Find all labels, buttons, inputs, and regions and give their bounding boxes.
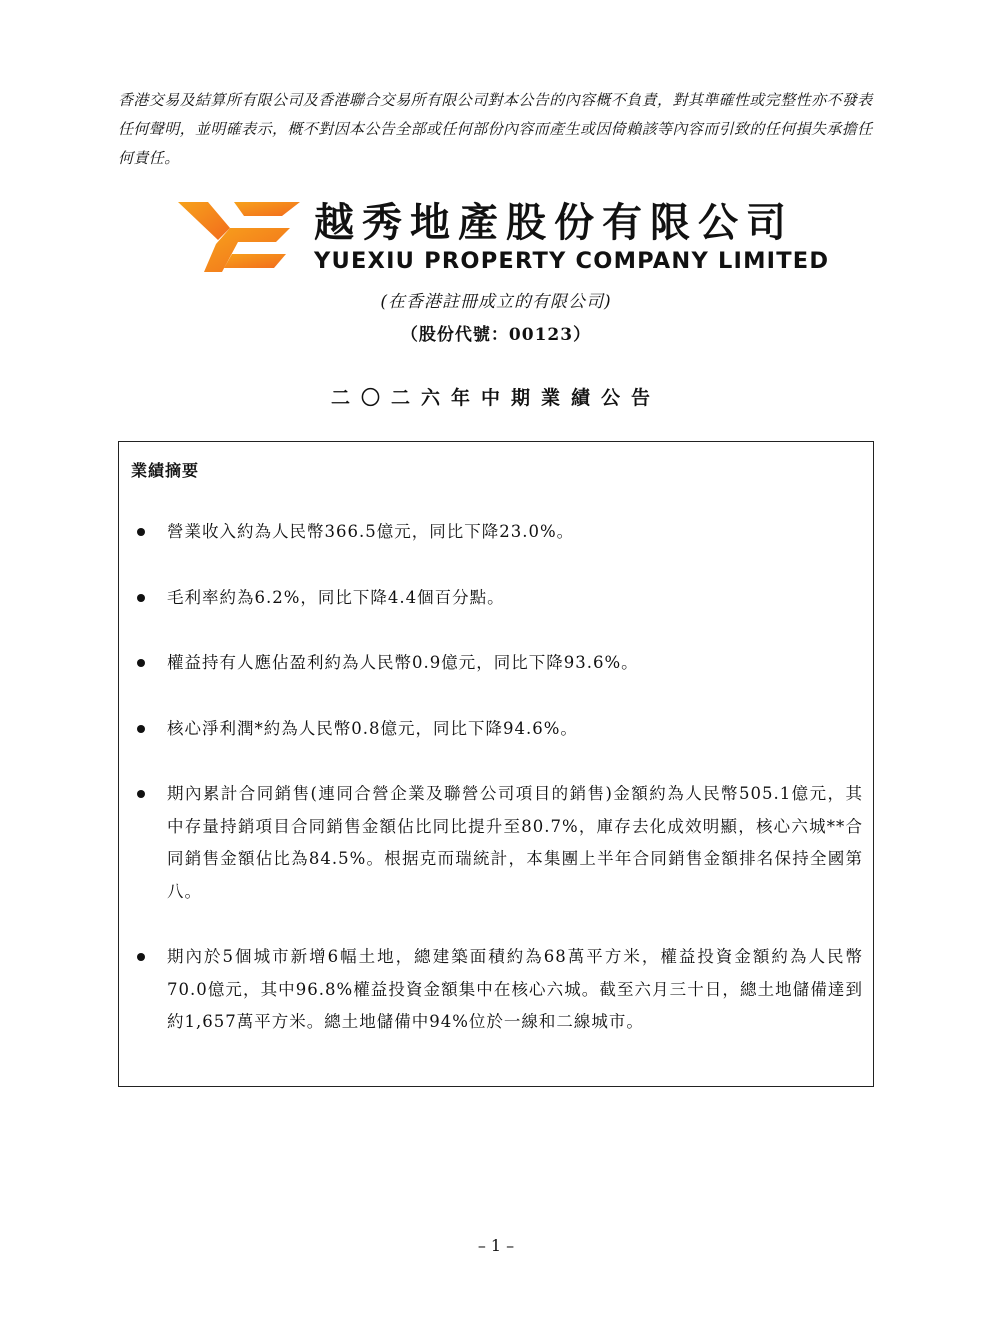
highlight-text: 期內累計合同銷售(連同合營企業及聯營公司項目的銷售)金額約為人民幣505.1億元，其中存量持銷項目合同銷售金額佔比同比提升至80.7%，庫存去化成效明顯，核心六城**合同銷售金額佔比為84.5%。根据克而瑞統計，本集團上半年合同銷售金額排名保持全國第八。 [167, 784, 863, 901]
company-name-chinese: 越秀地產股份有限公司 [314, 200, 794, 246]
company-name-english: YUEXIU PROPERTY COMPANY LIMITED [314, 248, 830, 274]
bullet-icon [137, 594, 145, 602]
page-number: – 1 – [477, 1236, 515, 1255]
highlight-text: 毛利率約為6.2%，同比下降4.4個百分點。 [167, 587, 505, 607]
incorporation-note: (在香港註冊成立的有限公司) [380, 292, 612, 312]
announcement-title: 二〇二六年中期業績公告 [330, 387, 661, 409]
highlight-text: 核心淨利潤*約為人民幣0.8億元，同比下降94.6%。 [167, 718, 578, 738]
highlights-box [118, 441, 874, 1087]
company-logo-block [178, 198, 830, 276]
list-item [119, 941, 873, 1039]
highlights-heading: 業績摘要 [131, 461, 200, 480]
list-item [119, 647, 873, 680]
bullet-icon [137, 953, 145, 961]
bullet-icon [137, 659, 145, 667]
bullet-icon [137, 528, 145, 536]
highlight-text: 期內於5個城市新增6幅土地，總建築面積約為68萬平方米，權益投資金額約為人民幣70.0億元，其中96.8%權益投資金額集中在核心六城。截至六月三十日，總土地儲備達到約1,657萬平方米。總土地儲備中94%位於一線和二線城市。 [167, 947, 863, 1031]
bullet-icon [137, 790, 145, 798]
highlights-list [119, 516, 873, 1072]
list-item [119, 516, 873, 549]
highlight-text: 權益持有人應佔盈利約為人民幣0.9億元，同比下降93.6%。 [167, 653, 639, 672]
yuexiu-logo-icon [178, 198, 300, 272]
list-item [119, 778, 873, 908]
list-item [119, 582, 873, 615]
stock-code: （股份代號：00123） [400, 325, 592, 345]
bullet-icon [137, 725, 145, 733]
highlight-text: 營業收入約為人民幣366.5億元，同比下降23.0%。 [167, 522, 575, 541]
exchange-disclaimer: 香港交易及結算所有限公司及香港聯合交易所有限公司對本公告的內容概不負責，對其準確性或完整性亦不發表任何聲明，並明確表示，概不對因本公告全部或任何部份內容而產生或因倚賴該等內容而引致的任何損失承擔任何責任。 [118, 91, 873, 167]
list-item [119, 713, 873, 746]
